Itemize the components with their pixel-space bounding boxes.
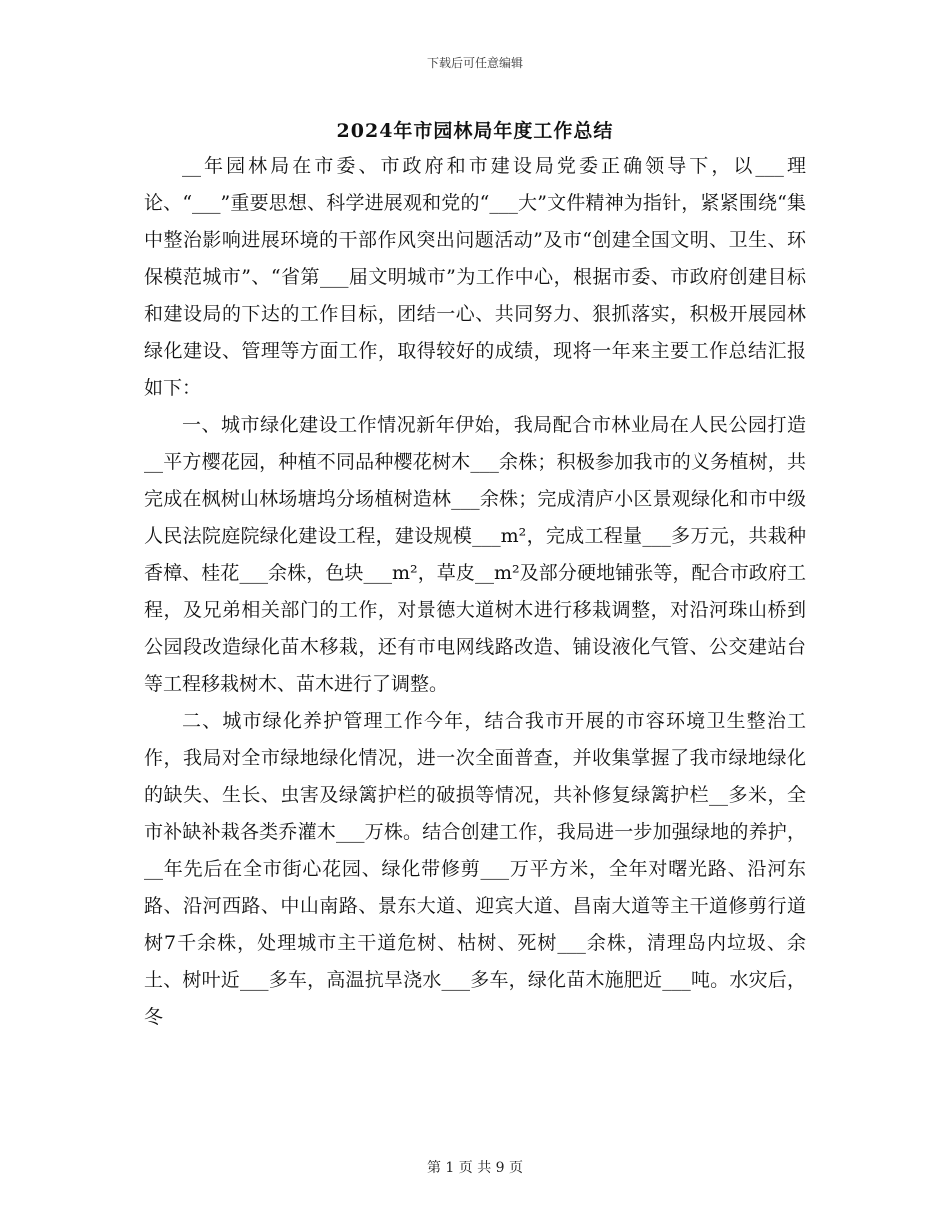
- document-title: 2024年市园林局年度工作总结: [336, 120, 614, 142]
- document-body: [144, 148, 806, 1036]
- paragraph-intro: __年园林局在市委、市政府和市建设局党委正确领导下，以___理论、“___”重要思想、科学进展观和党的“___大”文件精神为指针，紧紧围绕“集中整治影响进展环境的干部作风突出问题活动”及市“创建全国文明、卫生、环保模范城市”、“省第___届文明城市”为工作中心，根据市委、市政府创建目标和建设局的下达的工作目标，团结一心、共同努力、狠抓落实，积极开展园林绿化建设、管理等方面工作，取得较好的成绩，现将一年来主要工作总结汇报如下：: [144, 155, 806, 399]
- paragraph-section-2: 二、城市绿化养护管理工作今年，结合我市开展的市容环境卫生整治工作，我局对全市绿地绿化情况，进一次全面普查，并收集掌握了我市绿地绿化的缺失、生长、虫害及绿篱护栏的破损等情况，共补修复绿篱护栏__多米，全市补缺补栽各类乔灌木___万株。结合创建工作，我局进一步加强绿地的养护，__年先后在全市街心花园、绿化带修剪___万平方米，全年对曙光路、沿河东路、沿河西路、中山南路、景东大道、迎宾大道、昌南大道等主干道修剪行道树7千余株，处理城市主干道危树、枯树、死树___余株，清理岛内垃圾、余土、树叶近___多车，高温抗旱浇水___多车，绿化苗木施肥近___吨。水灾后，冬: [144, 710, 806, 1028]
- page-number-footer: 第 1 页 共 9 页: [426, 1160, 524, 1176]
- paragraph-section-1: 一、城市绿化建设工作情况新年伊始，我局配合市林业局在人民公园打造__平方樱花园，种植不同品种樱花树木___余株；积极参加我市的义务植树，共完成在枫树山林场塘坞分场植树造林___余株；完成清庐小区景观绿化和市中级人民法院庭院绿化建设工程，建设规模___m²，完成工程量___多万元，共栽种香樟、桂花___余株，色块___m²，草皮__m²及部分硬地铺张等，配合市政府工程，及兄弟相关部门的工作，对景德大道树木进行移栽调整，对沿河珠山桥到公园段改造绿化苗木移栽，还有市电网线路改造、铺设液化气管、公交建站台等工程移栽树木、苗木进行了调整。: [144, 414, 806, 695]
- header-note: 下载后可任意编辑: [426, 56, 523, 70]
